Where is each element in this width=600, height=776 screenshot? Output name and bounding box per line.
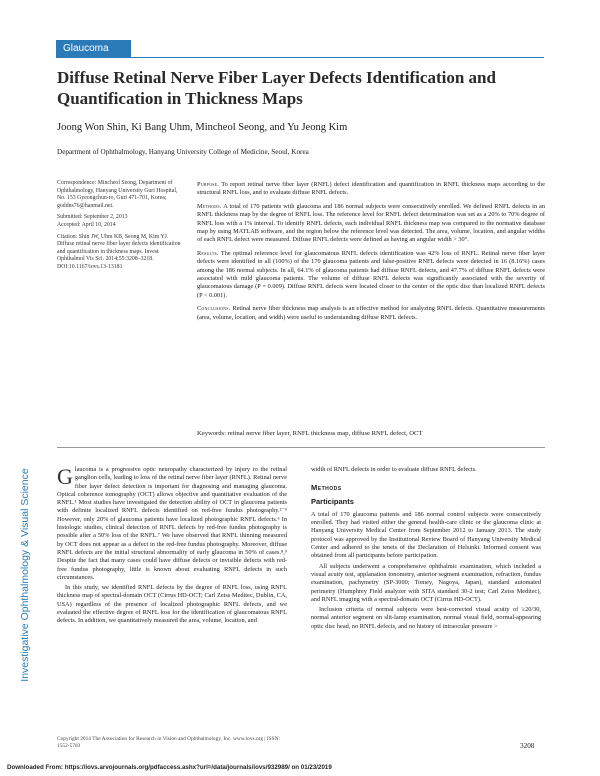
methods-heading: Methods	[311, 483, 342, 493]
article-meta	[57, 180, 182, 276]
results-text: The optimal reference level for glaucomatous RNFL defects identification was 42% loss of RNFL. Retinal nerve fiber layer defects were identified in all (100%) of the 170 glaucoma patients and false-positive RNFL defects were detected in 16 (8.16%) cases among the 186 normal subjects. In all, 64.1% of glaucoma patients had diffuse RNFL defects, and 47.7% of diffuse RNFL defects were associated with mild glaucoma patients. The volume of diffuse RNFL defects was significantly associated with the severity of glaucomatous damage (P = 0.009). Diffuse RNFL defects were located closer to the center of the optic disc than localized RNFL defects (P < 0.001).	[197, 249, 545, 299]
column2-paragraph-1: A total of 170 glaucoma patients and 186 normal control subjects were consecutively enrolled. They had visited either the general health-care clinic or the glaucoma clinic at Hanyang University Medical Center from September 2012 to January 2013. The study protocol was approved by the Institutional Review Board of Hanyang University Medical Center and adhered to the tenets of the Declaration of Helsinki. Informed consent was obtained from all participants before participation.	[311, 510, 541, 560]
page-number: 3208	[520, 742, 535, 750]
purpose-text: To report retinal nerve fiber layer (RNFL) defect identification and quantification in RNFL thickness maps according to the structural RNFL loss, and to evaluate diffuse RNFL defects.	[197, 181, 545, 197]
results-label: Results.	[197, 249, 219, 257]
conclusions-text: Retinal nerve fiber thickness map analysis is an effective method for analyzing RNFL defects. Quantitative measurements (area, volume, location, and width) were useful to understanding diffuse RNFL defects.	[197, 305, 545, 321]
abstract-divider	[57, 447, 545, 448]
authors: Joong Won Shin, Ki Bang Uhm, Mincheol Seong, and Yu Jeong Kim	[57, 122, 348, 133]
intro-paragraph-2: In this study, we identified RNFL defects by the degree of RNFL loss, using RNFL thickness map of spectral-domain OCT (Cirrus HD-OCT; Carl Zeiss Meditec, Dublin, CA, USA) regardless of the presence of localized photographic RNFL defects, and we evaluated the effective degree of RNFL loss for the identification of glaucomatous RNFL defects. In addition, we quantitatively measured the area, volume, location, and	[57, 584, 287, 625]
participants-heading: Participants	[311, 496, 354, 506]
correspondence: Correspondence: Mincheol Seong, Department of Ophthalmology, Hanyang University Guri Hospital, No. 153 Gyeongchun-ro, Guri 471-701, Korea; goddns76@hanmail.net.	[57, 180, 178, 209]
journal-name: Investigative Ophthalmology & Visual Science	[19, 468, 31, 682]
column2-paragraph-3: Inclusion criteria of normal subjects were best-corrected visual acuity of ≥20/30, normal anterior segment on slit-lamp examination, normal visual field, normal-appearing optic disc head, no RNFL defects, and no history of intraocular pressure >	[311, 606, 541, 630]
purpose-label: Purpose.	[197, 181, 220, 188]
methods-label: Methods.	[197, 202, 222, 210]
column2-paragraph-0: width of RNFL defects in order to evaluate diffuse RNFL defects.	[311, 466, 477, 473]
download-line: Downloaded From: https://iovs.arvojournals.org/pdfaccess.ashx?url=/data/journals/iovs/932989/ on 01/23/2019	[7, 764, 332, 771]
drop-cap: G	[57, 464, 73, 489]
accepted-date: Accepted: April 10, 2014	[57, 221, 116, 228]
section-rule	[56, 57, 544, 58]
citation: Citation: Shin JW, Uhm KB, Seong M, Kim YJ. Diffuse retinal nerve fiber layer defects identification and quantification in thickness maps. Invest Ophthalmol Vis Sci. 2014;55:3208–3218. DOI:10.1167/iovs.13-13181	[57, 233, 181, 270]
abstract	[197, 181, 545, 327]
column2-paragraph-2: All subjects underwent a comprehensive ophthalmic examination, which included a visual acuity test, applanation tonometry, anterior segment examination, refraction, fundus examination, pachymetry (SP-3000; Tomey, Nagoya, Japan), standard automated perimetry (Humphrey Field analyzer with SITA standard 30-2 test; Carl Zeiss Meditec), and RNFL imaging with a spectral-domain OCT (Cirrus HD-OCT).	[311, 562, 541, 603]
intro-paragraph-1: laucoma is a progressive optic neuropathy characterized by injury to the retinal ganglion cells, leading to loss of the retinal nerve fiber layer (RNFL). Retinal nerve fiber layer defect detection is important for diagnosing and managing glaucoma. Optical coherence tomography (OCT) allows objective and quantitative evaluation of the RNFL.¹ Most studies have investigated the detection ability of OCT in glaucoma patients with definite localized RNFL defects identified on red-free fundus photography.²⁻⁵ However, only 20% of glaucoma patients have localized photographic RNFL defects.⁶ In histologic studies, clinical detection of RNFL defects by red-free fundus photography is possible after a 50% loss of the RNFL.⁷ We have observed that RNFL thinning measured by OCT does not appear as a defect in the red-free fundus photography. Moreover, diffuse RNFL defects are the initial structural abnormality of early glaucoma in 50% of cases.⁸,⁹ Despite the fact that many cases could have diffuse defects or invisible defects with red-free fundus photography, little is known about evaluating RNFL defects in such circumstances.	[57, 466, 287, 581]
affiliation: Department of Ophthalmology, Hanyang University College of Medicine, Seoul, Korea	[57, 148, 309, 156]
body-column-right	[311, 466, 541, 633]
methods-text: A total of 170 patients with glaucoma and 186 normal subjects were consecutively enrolled. We defined RNFL defects in an RNFL thickness map by the degree of RNFL loss. The reference level for RNFL defect determination was set as a 20% to 70% degree of RNFL loss with a 1% interval. To identify RNFL defects, each individual RNFL thickness map was compared to the normative database map by using MATLAB software, and the region below the reference level was detected. The area, volume, location, and angular widths of each RNFL defect were measured. Diffuse RNFL defects were defined as having an angular width > 30°.	[197, 202, 545, 244]
submitted-date: Submitted: September 2, 2013	[57, 214, 128, 221]
section-tag: Glaucoma	[56, 40, 131, 57]
body-column-left	[57, 466, 287, 628]
conclusions-label: Conclusions.	[197, 305, 231, 313]
article-title: Diffuse Retinal Nerve Fiber Layer Defects Identification and Quantification in Thickness Maps	[57, 68, 496, 108]
journal-sidebar	[14, 470, 36, 680]
copyright: Copyright 2014 The Association for Research in Vision and Ophthalmology, Inc. www.iovs.org | ISSN: 1552-5783	[57, 736, 280, 749]
keywords: Keywords: retinal nerve fiber layer, RNFL thickness map, diffuse RNFL defect, OCT	[197, 430, 423, 437]
